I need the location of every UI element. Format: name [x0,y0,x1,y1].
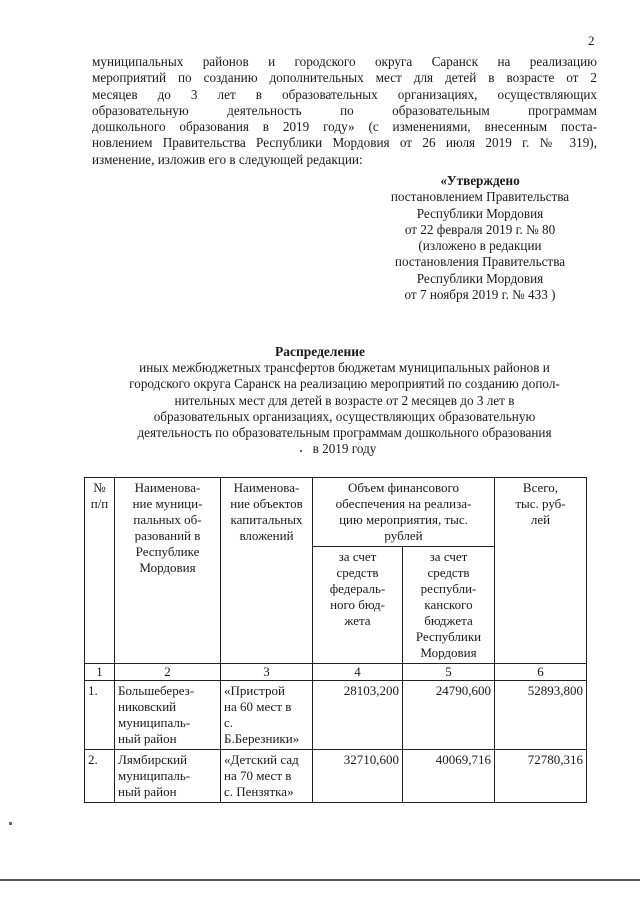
row-republic: 40069,716 [403,750,495,803]
column-number: 6 [495,664,587,681]
intro-line: изменение, изложив его в следующей редакции: [92,151,363,167]
column-number: 4 [313,664,403,681]
header-federal: за счет средств федераль- ного бюд- жета [313,547,403,664]
scan-speck [300,450,302,452]
approval-line: (изложено в редакции [418,238,542,254]
approval-line: от 22 февраля 2019 г. № 80 [404,221,556,237]
subtitle-line: нительных мест для детей в возрасте от 2 месяцев до 3 лет в [174,392,515,408]
table-header-row [85,478,587,547]
subtitle-line: городского округа Саранск на реализацию мероприятий по созданию допол- [129,376,560,392]
approval-line: постановлением Правительства [390,189,570,205]
column-number: 2 [115,664,221,681]
column-number: 5 [403,664,495,681]
subtitle-line: иных межбюджетных трансфертов бюджетам муниципальных районов и [139,360,550,375]
scan-edge-line [0,879,640,881]
header-num: № п/п [85,478,115,664]
table-row [85,750,587,803]
row-federal: 28103,200 [313,681,403,750]
intro-line: дошкольного образования в 2019 году» (с изменениями, внесенным поста- [92,119,597,135]
intro-line: образовательную деятельность по образовательным программам [92,102,597,118]
row-object: «Пристрой на 60 мест в с. Б.Березники» [221,681,313,750]
approval-line: Республики Мордовия [416,270,544,286]
scan-speck [9,822,12,825]
intro-paragraph [92,54,597,168]
header-funding: Объем финансового обеспечения на реализа- цию мероприятия, тыс. рублей [313,478,495,547]
distribution-title: Распределение [274,344,366,359]
row-total: 72780,316 [495,750,587,803]
column-number: 1 [85,664,115,681]
subtitle-line: в 2019 году [312,441,377,457]
funding-table [84,477,587,803]
row-total: 52893,800 [495,681,587,750]
row-municipality: Лямбирский муниципаль- ный район [115,750,221,803]
column-number: 3 [221,664,313,681]
approval-line: Республики Мордовия [416,205,544,221]
page-number: 2 [588,33,595,48]
intro-line: месяцев до 3 лет в образовательных организациях, осуществляющих [92,86,597,102]
approval-line: от 7 ноября 2019 г. № 433 ) [404,287,556,303]
header-total: Всего, тыс. руб- лей [495,478,587,664]
row-num: 1. [85,681,115,750]
approval-heading: «Утверждено [440,173,520,188]
intro-line: муниципальных районов и городского округа Саранск на реализацию [92,54,597,69]
row-republic: 24790,600 [403,681,495,750]
subtitle-line: деятельность по образовательным программам дошкольного образования [137,425,552,441]
row-object: «Детский сад на 70 мест в с. Пензятка» [221,750,313,803]
row-municipality: Большеберез- никовский муниципаль- ный район [115,681,221,750]
row-federal: 32710,600 [313,750,403,803]
row-num: 2. [85,750,115,803]
approval-stamp [360,173,600,303]
subtitle-line: образовательных организациях, осуществляющих образовательную [153,408,536,424]
distribution-subtitle [92,360,597,458]
header-objects: Наименова- ние объектов капитальных вложений [221,478,313,664]
approval-line: постановления Правительства [394,254,566,270]
intro-line: новлением Правительства Республики Мордовия от 26 июля 2019 г. № 319), [92,135,597,151]
intro-line: мероприятий по созданию дополнительных мест для детей в возрасте от 2 [92,70,597,86]
header-municipality: Наименова- ние муници- пальных об- разований в Республике Мордовия [115,478,221,664]
column-number-row [85,664,587,681]
table-row [85,681,587,750]
header-republic: за счет средств республи- канского бюджета Республики Мордовия [403,547,495,664]
